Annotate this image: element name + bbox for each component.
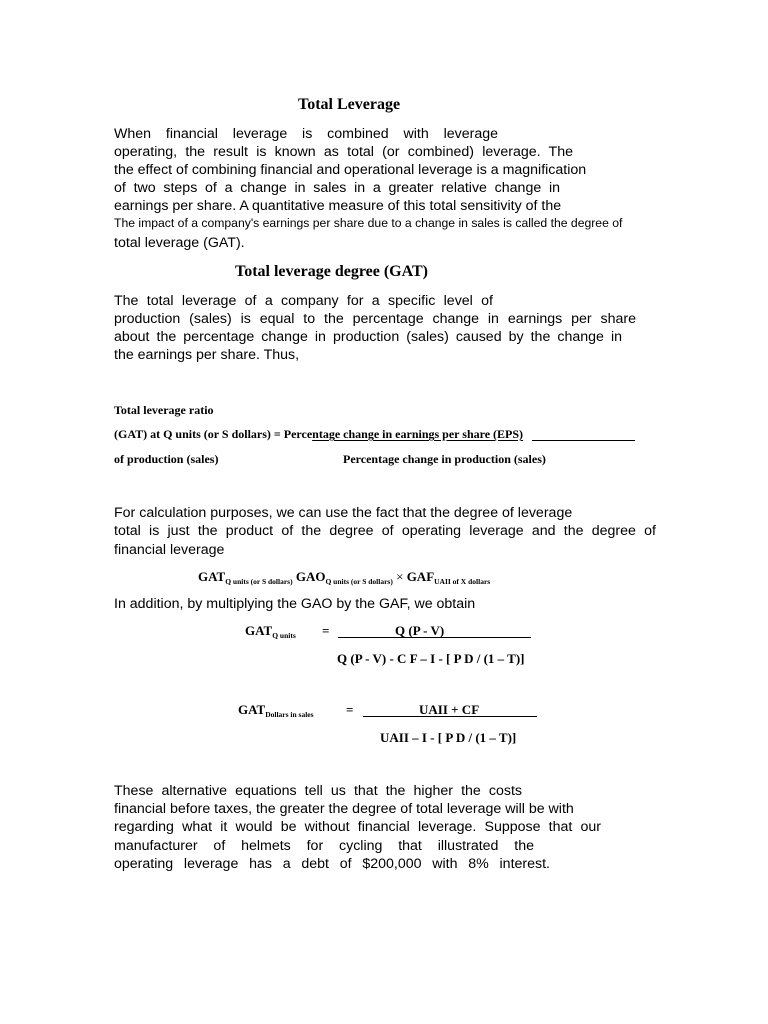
equation-1-equals: =: [322, 623, 330, 638]
paragraph-line: financial before taxes, the greater the degree of total leverage will be with: [114, 801, 574, 817]
paragraph-line: of two steps of a change in sales in a greater relative change in: [114, 180, 560, 196]
product-formula: [198, 569, 491, 586]
ratio-numerator: ntage change in earnings per share (EPS): [312, 427, 524, 441]
paragraph-line: financial leverage: [114, 542, 225, 558]
equation-2-denominator: UAII – I - [ P D / (1 – T)]: [380, 730, 517, 745]
equation-1-denominator: Q (P - V) - C F – I - [ P D / (1 – T)]: [337, 651, 525, 666]
fraction-line: [532, 440, 635, 441]
paragraph-line: total is just the product of the degree of operating leverage and the degree of: [114, 523, 656, 539]
fraction-line: [363, 716, 537, 717]
section-heading: Total leverage degree (GAT): [235, 263, 428, 280]
paragraph-line: regarding what it would be without financial leverage. Suppose that our: [114, 819, 601, 835]
gat-subscript: Q units: [272, 631, 296, 640]
ratio-label: Total leverage ratio: [114, 403, 214, 417]
paragraph-line: total leverage (GAT).: [114, 235, 245, 251]
paragraph-line: production (sales) is equal to the percentage change in earnings per share: [114, 311, 636, 327]
ratio-formula: [114, 428, 523, 440]
times-sign: ×: [396, 569, 404, 584]
paragraph-line: operating leverage has a debt of $200,000 with 8% interest.: [114, 856, 550, 872]
ratio-subject: of production (sales): [114, 452, 219, 466]
paragraph-line: the effect of combining financial and operational leverage is a magnification: [114, 162, 587, 178]
gao-symbol: GAO: [295, 569, 326, 584]
fraction-line: [338, 637, 531, 638]
equation-1-numerator: Q (P - V): [395, 623, 445, 638]
equation-1-lhs: [245, 623, 296, 640]
equation-2-equals: =: [346, 702, 354, 717]
paragraph-line: These alternative equations tell us that the higher the costs: [114, 783, 522, 799]
equation-2-lhs: [238, 702, 314, 719]
equation-2-numerator: UAII + CF: [419, 702, 480, 717]
paragraph-line: the earnings per share. Thus,: [114, 347, 300, 363]
page-title: Total Leverage: [298, 96, 401, 113]
gao-subscript: Q units (or S dollars): [325, 577, 393, 586]
ratio-denominator: Percentage change in production (sales): [343, 452, 546, 466]
paragraph-line: In addition, by multiplying the GAO by the GAF, we obtain: [114, 596, 476, 612]
ratio-formula-left: (GAT) at Q units (or S dollars) = Perce: [114, 427, 313, 441]
paragraph-line: about the percentage change in production (sales) caused by the change in: [114, 329, 622, 345]
gat-symbol: GAT: [245, 623, 273, 638]
gat-subscript: Dollars in sales: [265, 710, 314, 719]
gat-subscript: Q units (or S dollars): [225, 577, 293, 586]
paragraph-line: When financial leverage is combined with leverage: [114, 126, 498, 142]
paragraph-line: manufacturer of helmets for cycling that illustrated the: [114, 838, 534, 854]
paragraph-line: The total leverage of a company for a specific level of: [114, 293, 493, 309]
gaf-symbol: GAF: [406, 569, 435, 584]
paragraph-line: For calculation purposes, we can use the fact that the degree of leverage: [114, 505, 573, 521]
gat-symbol: GAT: [198, 569, 226, 584]
paragraph-line: earnings per share. A quantitative measure of this total sensitivity of the: [114, 198, 562, 214]
paragraph-line: operating, the result is known as total (or combined) leverage. The: [114, 144, 573, 160]
gat-symbol: GAT: [238, 702, 266, 717]
gaf-subscript: UAII of X dollars: [434, 577, 491, 586]
paragraph-line: The impact of a company's earnings per share due to a change in sales is called the degree of: [114, 216, 623, 230]
